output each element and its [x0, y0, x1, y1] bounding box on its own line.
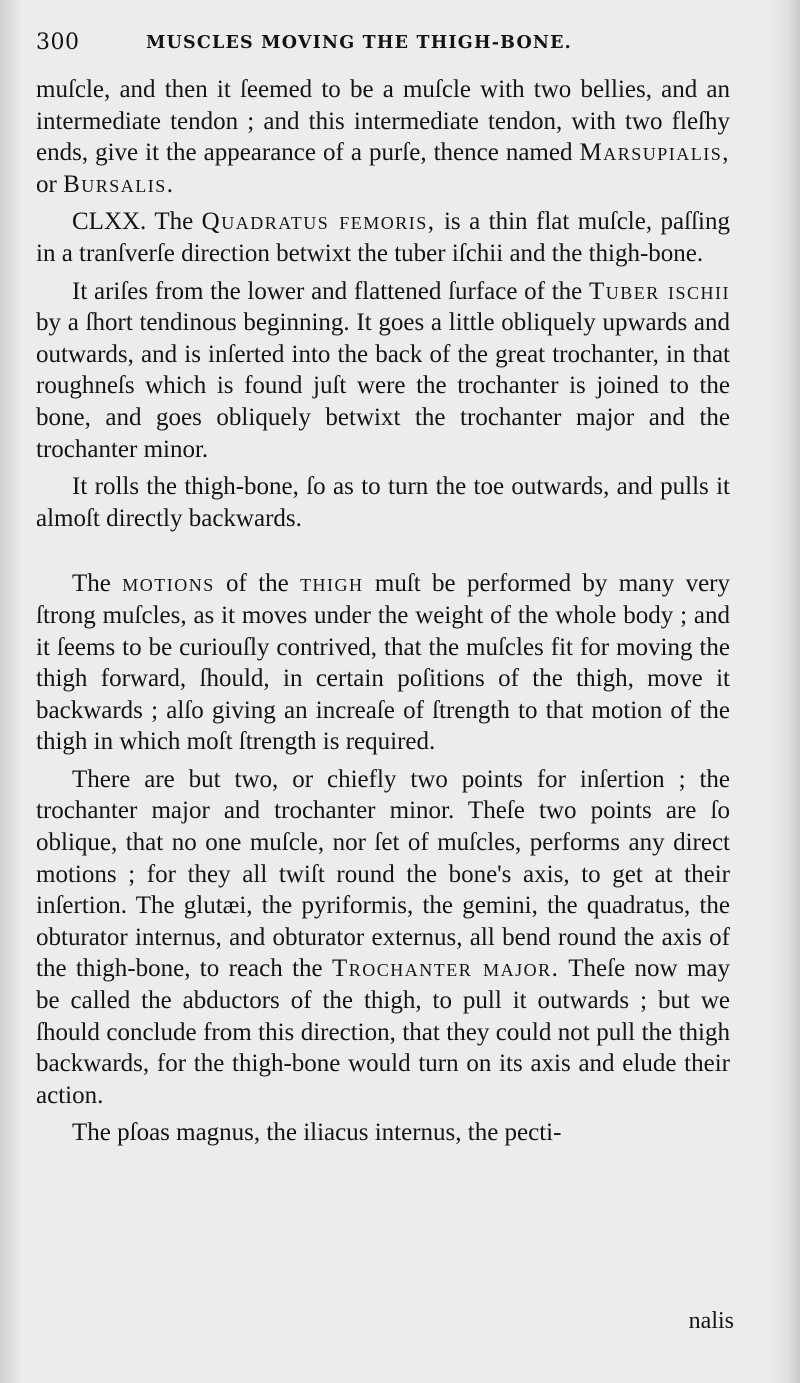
- small-caps-term: Tuber ischii: [588, 277, 730, 305]
- small-caps-term: Quadratus femoris,: [201, 208, 436, 236]
- paragraph-origin: It ariſes from the lower and flattened ſurface of the Tuber ischii by a ſhort tendinous beginning. It goes a little obliquely upwards and outwards, and is inſerted into the back of the great trochanter, in that roughneſs which is found juſt were the trochanter is joined to the bone, and goes obliquely betwixt the trochanter major and the trochanter minor.: [36, 277, 730, 463]
- page-edge-shadow: [770, 0, 800, 1383]
- paragraph-motions: The motions of the thigh muſt be performed by many very ſtrong muſcles, as it moves under the weight of the whole body ; and it ſeems to be curiouſly contrived, that the muſcles fit for moving the thigh forward, ſhould, in certain poſitions of the thigh, move it backwards ; alſo giving an increaſe of ſtrength to that motion of the thigh in which moſt ſtrength is required.: [36, 570, 731, 756]
- small-caps-term: Trochanter major.: [331, 955, 560, 983]
- small-caps-term: motions: [122, 570, 215, 598]
- paragraph-continuation: muſcle, and then it ſeemed to be a muſcle with two bellies, and an intermediate tendon ; and this intermediate tendon, with two fleſhy ends, give it the appearance of a purſe, thence named Marsupialis, or Bursalis.: [36, 76, 730, 198]
- running-head: MUSCLES MOVING THE THIGH-BONE.: [146, 33, 572, 53]
- paragraph-clxx: CLXX. The Quadratus femoris, is a thin flat muſcle, paſſing in a tranſverſe direction betwixt the tuber iſchii and the thigh-bone.: [36, 208, 730, 267]
- paragraph-psoas: The pſoas magnus, the iliacus internus, the pecti-: [72, 1119, 562, 1147]
- paragraph-action: It rolls the thigh-bone, ſo as to turn the toe outwards, and pulls it almoſt directly backwards.: [36, 473, 730, 532]
- small-caps-term: thigh: [300, 570, 364, 598]
- page-number: 300: [36, 30, 80, 55]
- catchword: nalis: [688, 1308, 734, 1334]
- small-caps-term: Bursalis.: [63, 170, 175, 198]
- page-gutter-shadow: [0, 0, 22, 1383]
- text-body: [36, 74, 730, 1149]
- page-header: [36, 30, 736, 60]
- small-caps-term: Marsupialis,: [579, 139, 730, 167]
- paragraph-insertion-points: There are but two, or chiefly two points for inſertion ; the trochanter major and trochanter minor. Theſe two points are ſo oblique, that no one muſcle, nor ſet of muſcles, performs any direct motions ; for they all twiſt round the bone's axis, to get at their inſertion. The glutæi, the pyriformis, the gemini, the quadratus, the obturator internus, and obturator externus, all bend round the axis of the thigh-bone, to reach the Trochanter major. Theſe now may be called the abductors of the thigh, to pull it outwards ; but we ſhould conclude from this direction, that they could not pull the thigh backwards, for the thigh-bone would turn on its axis and elude their action.: [36, 765, 730, 1109]
